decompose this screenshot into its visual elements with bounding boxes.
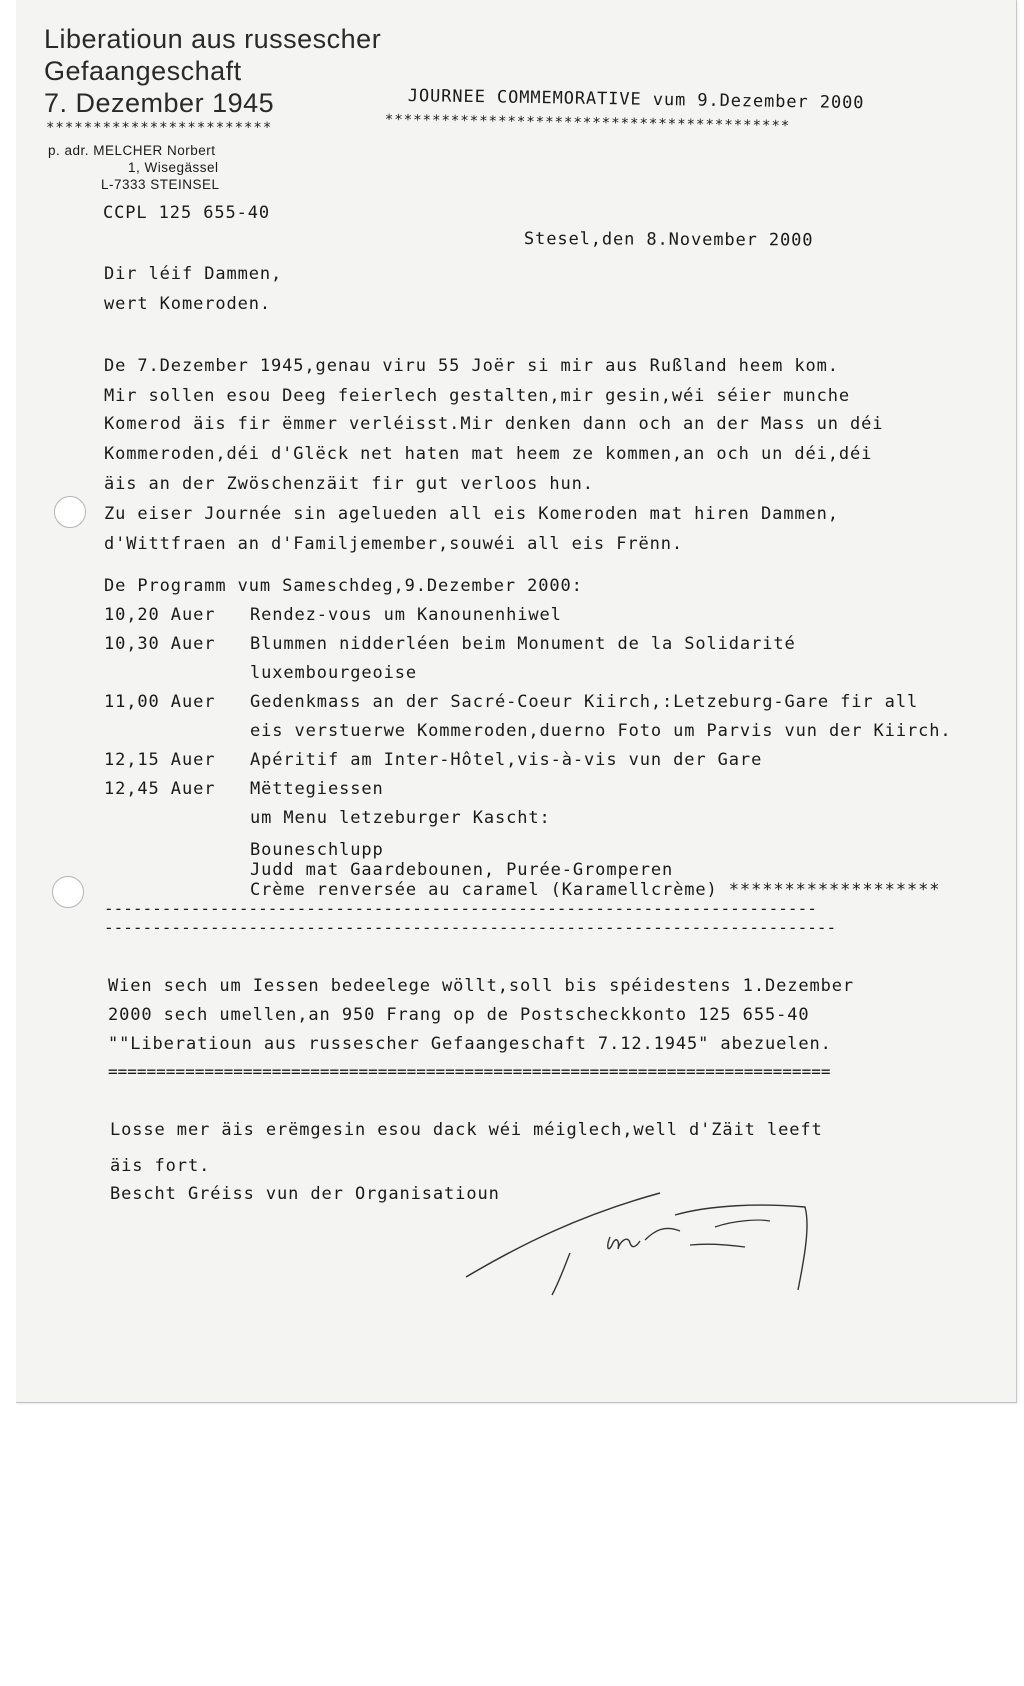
body-line: Komerod äis fir ëmmer verléisst.Mir denken dann och an der Mass un déi [104,414,884,434]
payment-line: Wien sech um Iessen bedeelege wöllt,soll bis spéidestens 1.Dezember [108,976,855,996]
dashed-rule: ---------------------------------------------------------------------------- [104,918,837,937]
org-name-line2: Gefaangeschaft [44,56,242,86]
program-activity: luxembourgeoise [250,663,418,683]
org-date: 7. Dezember 1945 [44,88,275,118]
address-line: p. adr. MELCHER Norbert [48,143,216,158]
body-line: Mir sollen esou Deeg feierlech gestalten,mir gesin,wéi séier munche [104,386,851,406]
closing-line: äis fort. [110,1156,211,1176]
program-time: 10,20 Auer [104,605,216,625]
address-line: 1, Wisegässel [128,160,219,175]
program-activity: eis verstuerwe Kommeroden,duerno Foto um Parvis vun der Kiirch. [250,721,952,741]
program-activity: Gedenkmass an der Sacré-Coeur Kiirch,:Letzeburg-Gare fir all [250,692,919,712]
closing-line: Losse mer äis erëmgesin esou dack wéi méiglech,well d'Zäit leeft [110,1120,823,1140]
dashed-rule: -------------------------------------------------------------------------- [104,899,817,918]
signature-drawing [460,1185,840,1315]
org-stars: ************************ [46,120,273,136]
event-stars: ******************************************* [384,112,791,135]
body-line: Kommeroden,déi d'Glëck net haten mat heem ze kommen,an och un déi,déi [104,444,873,464]
address-line: L-7333 STEINSEL [101,177,220,192]
body-line: d'Wittfraen an d'Familjemember,souwéi all eis Frënn. [104,534,684,554]
program-activity: Apéritif am Inter-Hôtel,vis-à-vis vun der Gare [250,750,763,770]
program-title: De Programm vum Sameschdeg,9.Dezember 2000: [104,576,583,596]
program-activity: Mëttegiessen [250,779,384,799]
place-date: Stesel,den 8.November 2000 [523,229,814,251]
program-activity: um Menu letzeburger Kascht: [250,808,551,828]
menu-item: Bouneschlupp [250,840,384,860]
menu-item: Judd mat Gaardebounen, Purée-Gromperen [250,860,674,880]
salutation-line: Dir léif Dammen, [104,264,283,284]
event-title: JOURNEE COMMEMORATIVE vum 9.Dezember 2000 [407,86,865,114]
body-line: Zu eiser Journée sin agelueden all eis Komeroden mat hiren Dammen, [104,504,839,524]
punch-hole [52,876,84,908]
program-activity: Rendez-vous um Kanounenhiwel [250,605,562,625]
payment-line: 2000 sech umellen,an 950 Frang op de Postscheckkonto 125 655-40 [108,1005,810,1025]
body-line: äis an der Zwöschenzäit fir gut verloos hun. [104,474,594,494]
payment-line: ""Liberatioun aus russescher Gefaangeschaft 7.12.1945" abezuelen. [108,1034,832,1054]
program-time: 11,00 Auer [104,692,216,712]
salutation-line: wert Komeroden. [104,294,272,314]
program-activity: Blummen nidderléen beim Monument de la Solidarité [250,634,796,654]
org-name-line1: Liberatioun aus russescher [44,24,382,54]
program-time: 12,45 Auer [104,779,216,799]
closing-line: Bescht Gréiss vun der Organisatioun [110,1184,500,1204]
program-time: 12,15 Auer [104,750,216,770]
menu-item: Crème renversée au caramel (Karamellcrème) ******************* [250,880,941,900]
double-rule: =========================================================================== [108,1062,831,1081]
program-time: 10,30 Auer [104,634,216,654]
body-line: De 7.Dezember 1945,genau viru 55 Joër si mir aus Rußland heem kom. [104,356,839,376]
punch-hole [54,496,86,528]
ccpl-number: CCPL 125 655-40 [103,203,271,223]
